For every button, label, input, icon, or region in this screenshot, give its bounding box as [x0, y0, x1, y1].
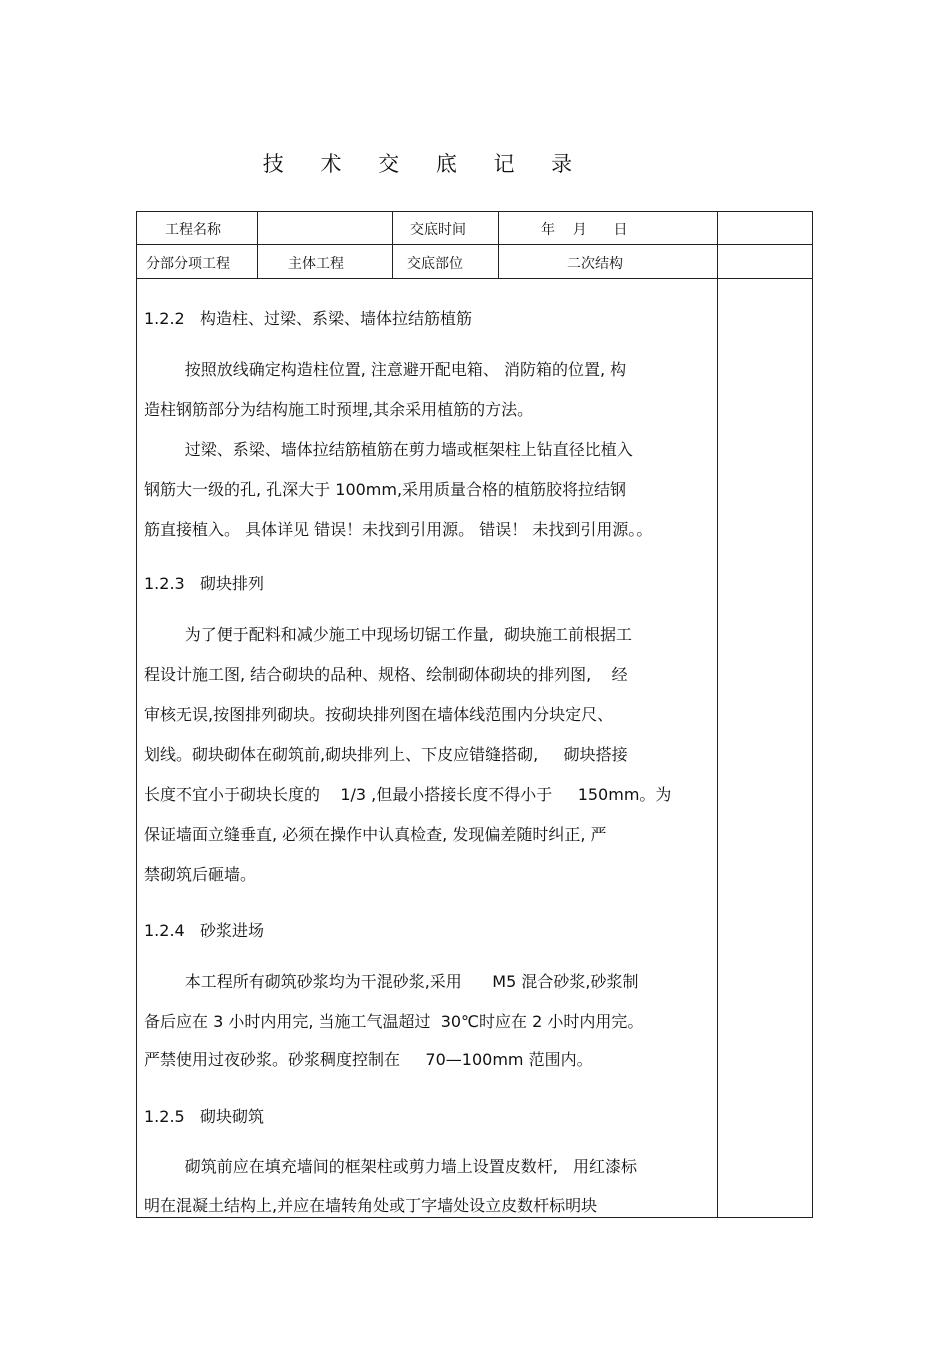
- handover-part-label: 交底部位: [407, 256, 463, 272]
- handover-time-value: 年 月 日: [541, 222, 628, 238]
- col-divider: [257, 211, 258, 278]
- body-line: 造柱钢筋部分为结构施工时预埋,其余采用植筋的方法。: [144, 400, 534, 419]
- body-line: 过梁、系梁、墙体拉结筋植筋在剪力墙或框架柱上钻直径比植入: [144, 440, 633, 459]
- body-line: 按照放线确定构造柱位置, 注意避开配电箱、 消防箱的位置, 构: [144, 360, 627, 379]
- body-line: 备后应在 3 小时内用完, 当施工气温超过 30℃时应在 2 小时内用完。: [144, 1012, 644, 1031]
- page-title: 技 术 交 底 记 录: [262, 152, 588, 176]
- body-line: 划线。砌块砌体在砌筑前,砌块排列上、下皮应错缝搭砌, 砌块搭接: [144, 745, 628, 764]
- subdivision-label: 分部分项工程: [146, 256, 230, 272]
- body-line: 钢筋大一级的孔, 孔深大于 100mm,采用质量合格的植筋胶将拉结钢: [144, 480, 627, 499]
- body-line: 禁砌筑后砸墙。: [144, 865, 257, 884]
- body-line: 长度不宜小于砌块长度的 1/3 ,但最小搭接长度不得小于 150mm。为: [144, 785, 672, 804]
- body-line: 砌筑前应在填充墙间的框架柱或剪力墙上设置皮数杆, 用红漆标: [144, 1157, 638, 1176]
- body-line: 审核无误,按图排列砌块。按砌块排列图在墙体线范围内分块定尺、: [144, 705, 614, 724]
- body-line: 本工程所有砌筑砂浆均为干混砂浆,采用 M5 混合砂浆,砂浆制: [144, 972, 639, 991]
- handover-time-label: 交底时间: [410, 222, 466, 238]
- body-line: 为了便于配料和减少施工中现场切锯工作量, 砌块施工前根据工: [144, 625, 632, 644]
- body-line: 保证墙面立缝垂直, 必须在操作中认真检查, 发现偏差随时纠正, 严: [144, 825, 607, 844]
- row-divider: [136, 278, 813, 279]
- col-divider: [498, 211, 499, 278]
- body-line: 筋直接植入。 具体详见 错误！未找到引用源。 错误！ 未找到引用源。。: [144, 520, 653, 539]
- row-divider: [136, 244, 813, 245]
- body-line: 程设计施工图, 结合砌块的品种、规格、绘制砌体砌块的排列图, 经: [144, 665, 628, 684]
- handover-part-value: 二次结构: [567, 256, 623, 272]
- section-heading: 1.2.2 构造柱、过梁、系梁、墙体拉结筋植筋: [144, 309, 472, 328]
- body-line: 明在混凝土结构上,并应在墙转角处或丁字墙处设立皮数杆标明块: [144, 1196, 598, 1215]
- section-heading: 1.2.4 砂浆进场: [144, 921, 264, 940]
- project-name-label: 工程名称: [165, 222, 221, 238]
- subdivision-value: 主体工程: [288, 256, 344, 272]
- section-heading: 1.2.3 砌块排列: [144, 574, 264, 593]
- section-heading: 1.2.5 砌块砌筑: [144, 1107, 264, 1126]
- col-divider: [392, 211, 393, 278]
- col-divider: [717, 211, 718, 1218]
- body-line: 严禁使用过夜砂浆。砂浆稠度控制在 70—100mm 范围内。: [144, 1050, 593, 1069]
